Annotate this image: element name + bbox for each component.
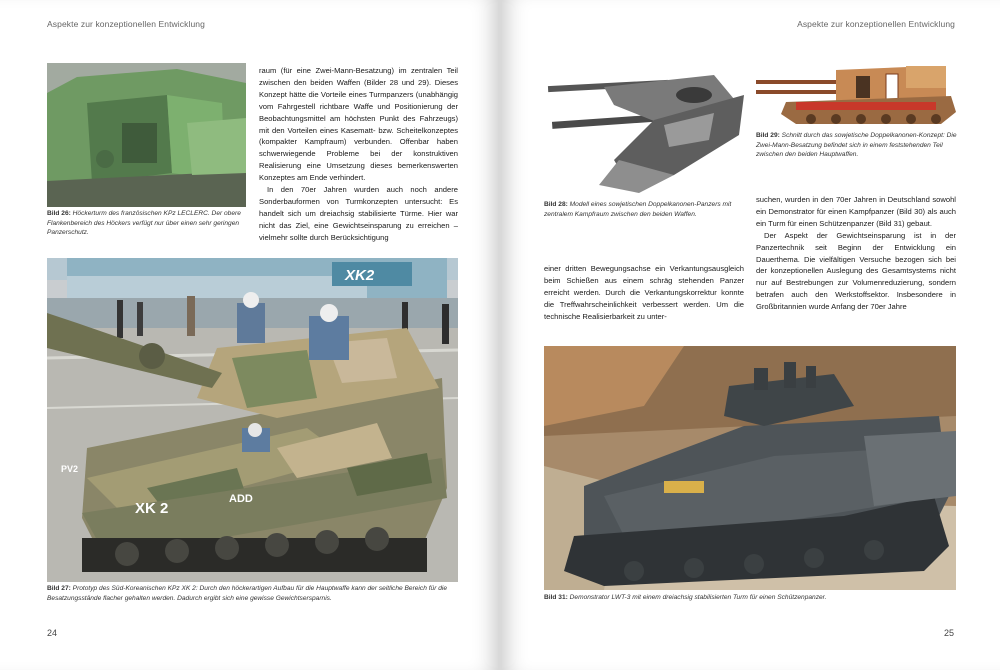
- pv2-marking: PV2: [61, 464, 79, 474]
- figure-29-caption: [756, 131, 958, 160]
- page-number-right: 25: [943, 628, 954, 638]
- right-body-column-1: [544, 263, 744, 323]
- running-header-right: Aspekte zur konzeptionellen Entwicklung: [797, 19, 955, 29]
- figure-31-photo: [544, 346, 956, 590]
- figure-31-text: Demonstrator LWT-3 mit einem dreiachsig stabilisierten Turm für einen Schützenpanzer.: [569, 594, 827, 601]
- figure-27-label: Bild 27:: [47, 585, 71, 592]
- figure-29-label: Bild 29:: [756, 132, 780, 139]
- left-page: [0, 0, 498, 670]
- right-body-col2-paragraph-1: suchen, wurden in den 70er Jahren in Deutschland sowohl ein Demonstrator für einen Kampfpanzer (Bild 30) als auch ein Turm für einen Schützenpanzer (Bild 31) gebaut.: [756, 195, 956, 228]
- figure-27-text: Prototyp des Süd-Koreanischen KPz XK 2: Durch den höckerartigen Aufbau für die Hauptwaffe kann der seitliche Bereich für die Besatzungsstände flacher gehalten werden. Dadurch ergibt sich eine gewisse Gewichtsersparnis.: [47, 585, 448, 602]
- figure-31-label: Bild 31:: [544, 594, 568, 601]
- running-header-left: Aspekte zur konzeptionellen Entwicklung: [47, 19, 205, 29]
- figure-28-label: Bild 28:: [544, 201, 568, 208]
- page-number-left: 24: [47, 628, 58, 638]
- figure-31-caption: [544, 593, 956, 603]
- figure-27-photo: [47, 258, 458, 582]
- right-body-col1-text: einer dritten Bewegungsachse ein Verkantungsausgleich beim Schießen aus einem schräg stehenden Panzer erreicht werden. Durch die Verkantungskorrektur konnte die Treffwahrscheinlichkeit verbessert werden. Um die technische Realisierbarkeit zu unter-: [544, 264, 744, 321]
- xk2-sign: XK2: [345, 267, 375, 284]
- right-body-col2-paragraph-2: Der Aspekt der Gewichtseinsparung ist in der Panzertechnik seit Beginn der Entwicklung ein Dauerthema. Die vielfältigen Versuche bezogen sich bei der konzeptionellen Auslegung des Gesamtsystems nicht nur auf Bestrebungen zur Volumenreduzierung, sondern betrafen auch den Werkstoffsektor. Insbesondere in Großbritannien wurde Anfang der 70er Jahre: [756, 230, 956, 312]
- figure-29-text: Schnitt durch das sowjetische Doppelkanonen-Konzept: Die Zwei-Mann-Besatzung befindet sich in einem feststehenden Teil zwischen den beiden Hauptwaffen.: [756, 132, 957, 159]
- add-marking: ADD: [229, 493, 253, 505]
- figure-27-caption: [47, 584, 459, 603]
- figure-28-text: Modell eines sowjetischen Doppelkanonen-Panzers mit zentralem Kampfraum zwischen den beiden Waffen.: [544, 201, 732, 218]
- right-page: [502, 0, 1000, 670]
- figure-28-photo: [544, 65, 744, 195]
- figure-28-caption: [544, 200, 744, 219]
- figure-26-text: Höckerturm des französischen KPz LECLERC. Der obere Flankenbereich des Höckers verfügt nur über einen sehr geringen Panzerschutz.: [47, 210, 241, 237]
- left-body-paragraph-2: In den 70er Jahren wurden auch noch andere Sonderbauformen von Turmkonzepten untersucht: Es handelt sich um dreiachsig stabilisierte Türme. Hier war nicht das Ziel, eine Gewichtseinsparung zu erreichen – vielmehr sollte durch Berücksichtigung: [259, 185, 458, 242]
- figure-29-drawing: [756, 62, 956, 129]
- figure-26-photo: [47, 63, 246, 207]
- left-body-paragraph-1: raum (für eine Zwei-Mann-Besatzung) im zentralen Teil zwischen den beiden Waffen (Bilder 28 und 29). Dieses Konzept hätte die Vorteile eines Turmpanzers (unabhängig vom Fahrgestell richtbare Waffe und Positionierung der Beobachtungsmittel am höchsten Punkt des Fahrzeugs) mit den Vorteilen eines Kasematt- bzw. Scheitelkonzeptes (kompakter Kampfraum) verbunden. Offenbar haben schwerwiegende Probleme bei der konstruktiven Realisierung eine Umsetzung dieses bemerkenswerten Konzeptes am Ende verhindert.: [259, 66, 458, 183]
- figure-26-label: Bild 26:: [47, 210, 71, 217]
- figure-26-caption: [47, 209, 248, 238]
- xk2-hull-marking: XK 2: [135, 500, 169, 517]
- left-body-column: [259, 65, 458, 244]
- right-body-column-2: [756, 194, 956, 313]
